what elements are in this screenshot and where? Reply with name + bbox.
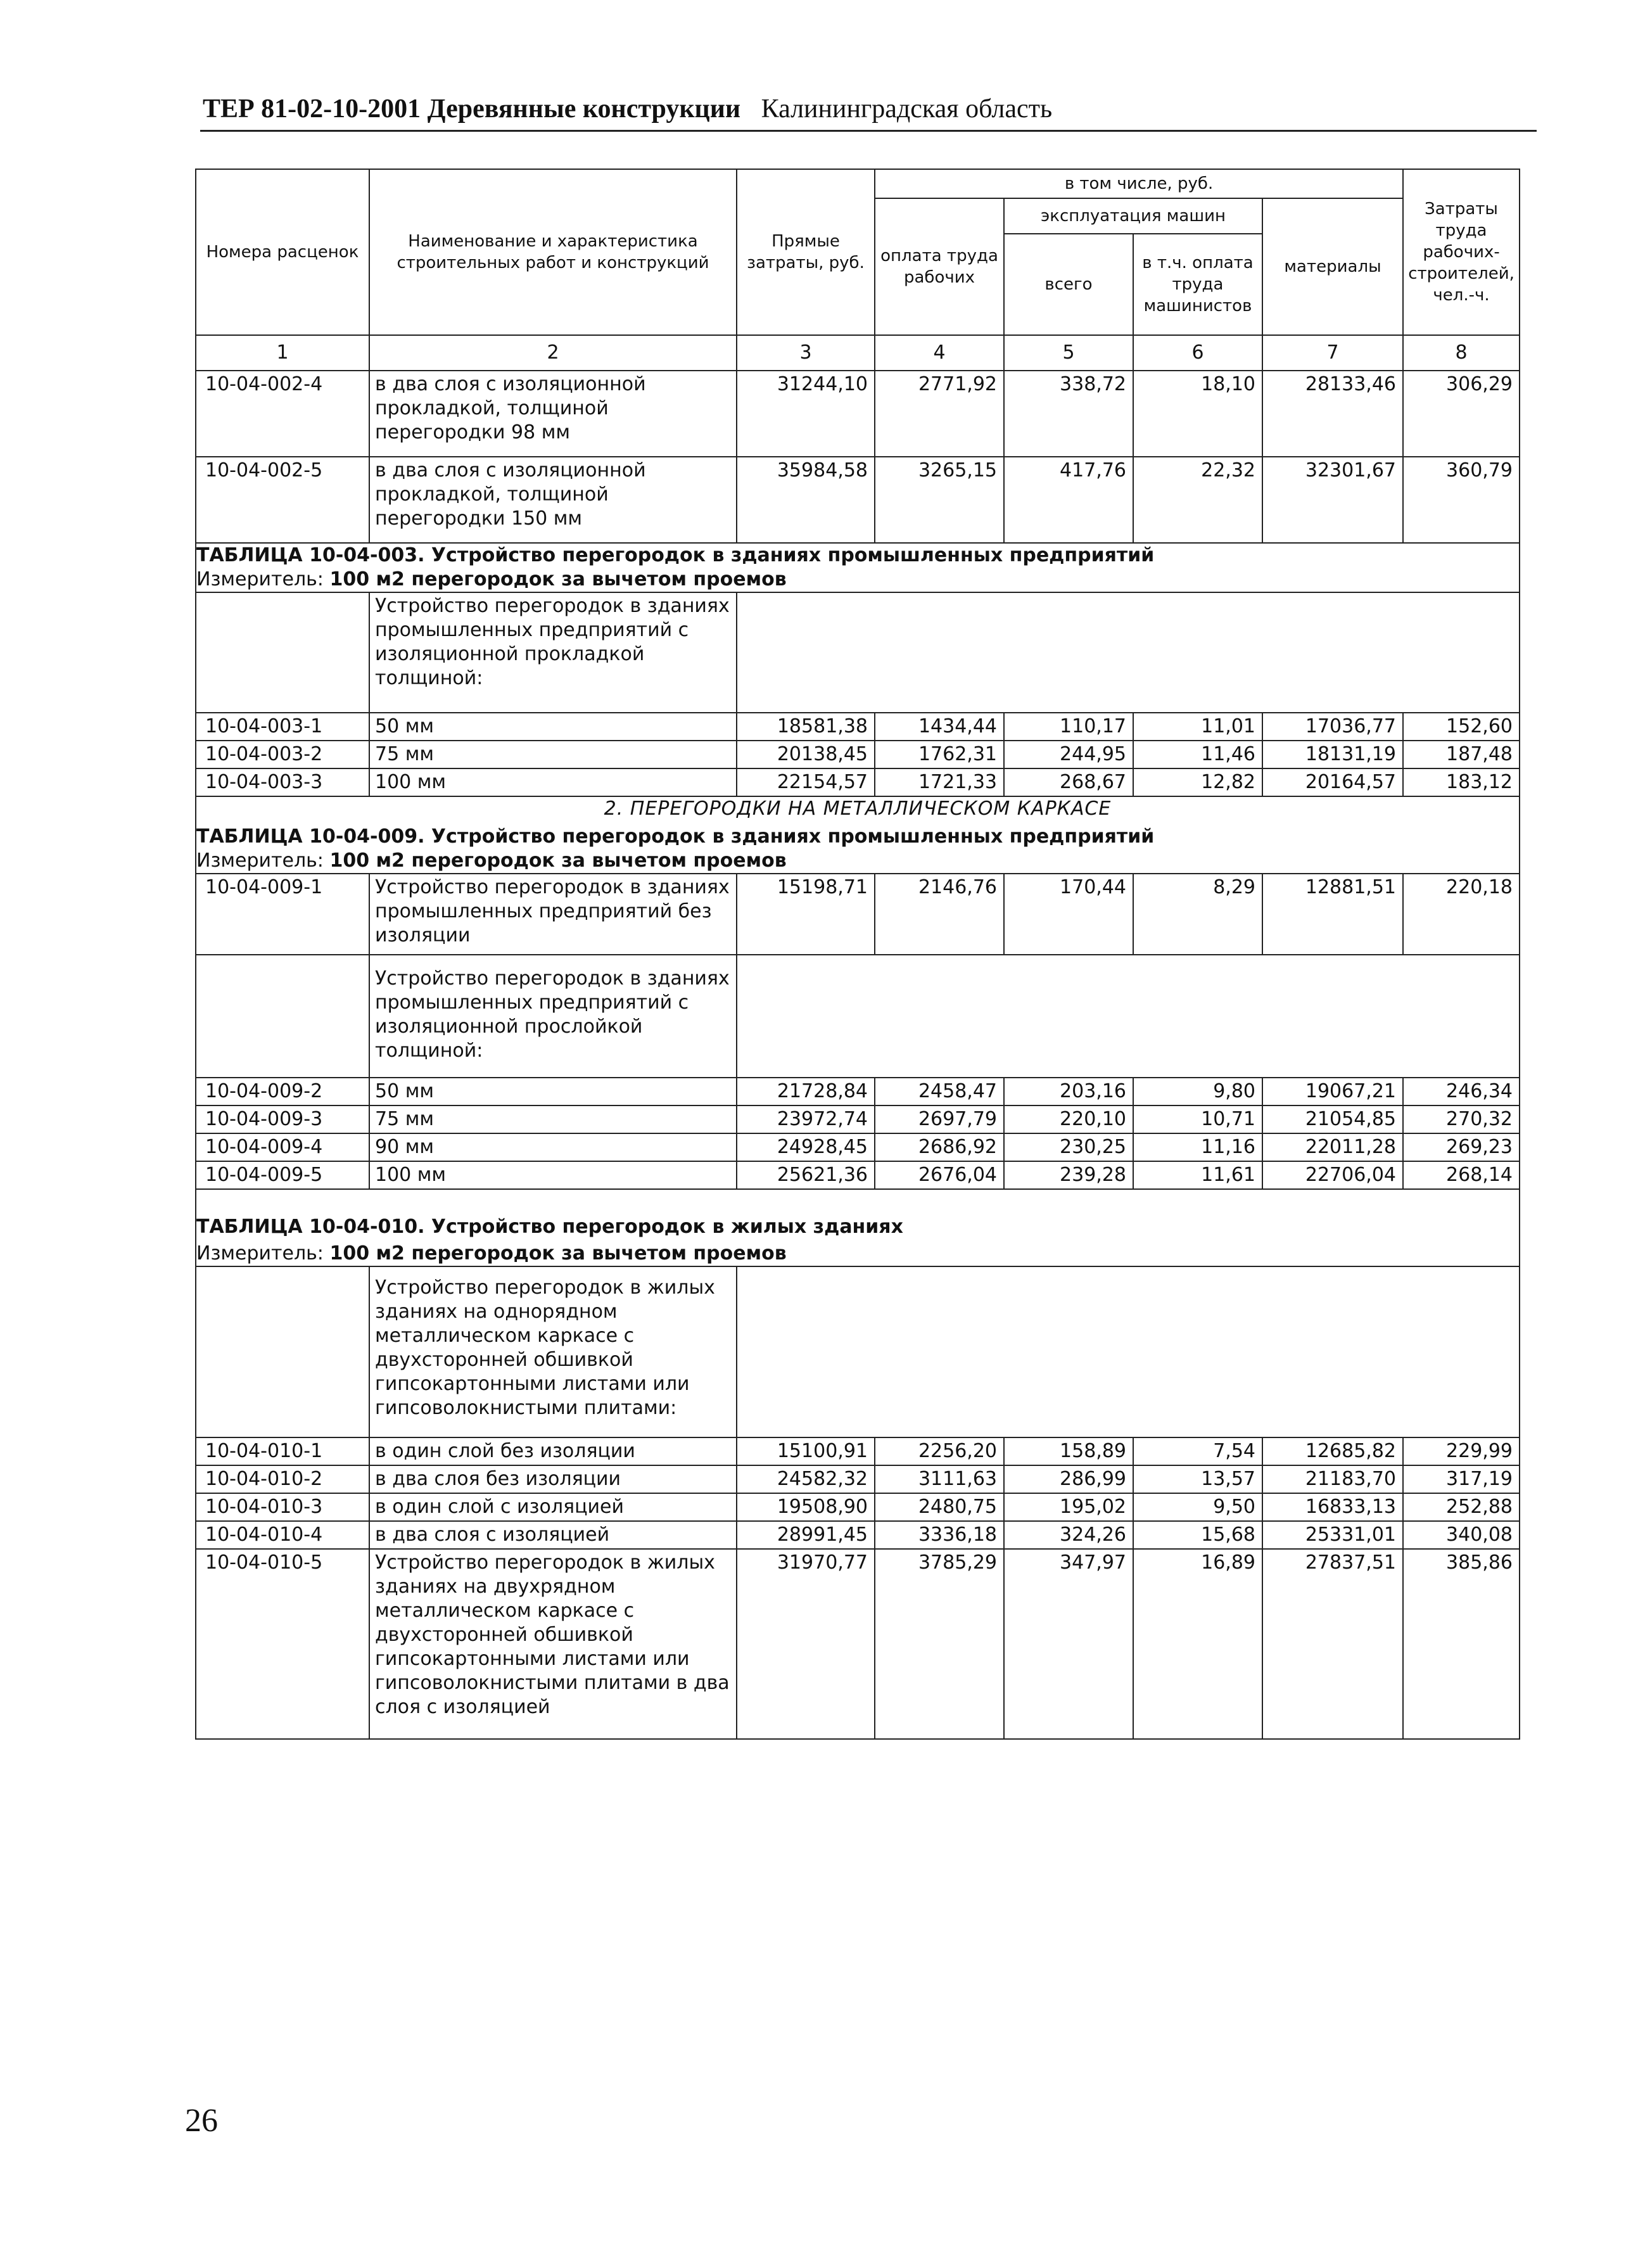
measure-row bbox=[196, 568, 1520, 592]
labor-hours: 229,99 bbox=[1403, 1437, 1520, 1465]
measure-row bbox=[196, 1239, 1520, 1266]
materials-cost: 12881,51 bbox=[1262, 874, 1403, 955]
labor-cost: 2697,79 bbox=[875, 1105, 1004, 1133]
labor-hours: 220,18 bbox=[1403, 874, 1520, 955]
machines-cost: 268,67 bbox=[1004, 768, 1133, 796]
labor-cost: 3336,18 bbox=[875, 1521, 1004, 1549]
table-row bbox=[196, 1465, 1520, 1493]
labor-hours: 183,12 bbox=[1403, 768, 1520, 796]
direct-cost: 24582,32 bbox=[737, 1465, 875, 1493]
labor-hours: 385,86 bbox=[1403, 1549, 1520, 1739]
rate-code: 10-04-002-4 bbox=[196, 371, 369, 457]
rate-name: 75 мм bbox=[369, 741, 737, 768]
col-number: 2 bbox=[369, 335, 737, 371]
machinist-cost: 11,46 bbox=[1133, 741, 1262, 768]
measure-label: Измеритель: bbox=[196, 1242, 324, 1265]
direct-cost: 35984,58 bbox=[737, 457, 875, 543]
materials-cost: 12685,82 bbox=[1262, 1437, 1403, 1465]
table-row bbox=[196, 371, 1520, 457]
col-number: 7 bbox=[1262, 335, 1403, 371]
machines-cost: 324,26 bbox=[1004, 1521, 1133, 1549]
table-row bbox=[196, 713, 1520, 741]
header-region: Калининградская область bbox=[761, 94, 1053, 124]
rate-code: 10-04-010-5 bbox=[196, 1549, 369, 1739]
machinist-cost: 11,16 bbox=[1133, 1133, 1262, 1161]
col-machinist-header: в т.ч. оплата труда машинистов bbox=[1133, 234, 1262, 335]
group-name: Устройство перегородок в жилых зданиях на однорядном металлическом каркасе с двухсторонней обшивкой гипсокартонными листами или гипсоволокнистыми плитами: bbox=[369, 1266, 737, 1437]
col-group-header: в том числе, руб. bbox=[875, 169, 1403, 198]
machinist-cost: 13,57 bbox=[1133, 1465, 1262, 1493]
labor-cost: 2458,47 bbox=[875, 1078, 1004, 1105]
rate-name: 100 мм bbox=[369, 768, 737, 796]
labor-hours: 187,48 bbox=[1403, 741, 1520, 768]
rate-code bbox=[196, 592, 369, 713]
machinist-cost: 8,29 bbox=[1133, 874, 1262, 955]
empty-cells bbox=[737, 955, 1520, 1078]
machinist-cost: 10,71 bbox=[1133, 1105, 1262, 1133]
rate-name: в один слой без изоляции bbox=[369, 1437, 737, 1465]
labor-cost: 3785,29 bbox=[875, 1549, 1004, 1739]
materials-cost: 19067,21 bbox=[1262, 1078, 1403, 1105]
section-row bbox=[196, 796, 1520, 821]
group-row bbox=[196, 592, 1520, 713]
labor-hours: 270,32 bbox=[1403, 1105, 1520, 1133]
materials-cost: 22706,04 bbox=[1262, 1161, 1403, 1189]
header-code: ТЕР 81-02-10-2001 bbox=[203, 94, 421, 124]
rates-table bbox=[195, 169, 1520, 1740]
labor-cost: 1434,44 bbox=[875, 713, 1004, 741]
empty-cells bbox=[737, 592, 1520, 713]
col-code-header: Номера расценок bbox=[196, 169, 369, 335]
table-row bbox=[196, 874, 1520, 955]
direct-cost: 22154,57 bbox=[737, 768, 875, 796]
materials-cost: 18131,19 bbox=[1262, 741, 1403, 768]
measure-010 bbox=[196, 1239, 1520, 1266]
measure-row bbox=[196, 849, 1520, 874]
col-labor-header: оплата труда рабочих bbox=[875, 198, 1004, 335]
col-direct-header: Прямые затраты, руб. bbox=[737, 169, 875, 335]
labor-hours: 306,29 bbox=[1403, 371, 1520, 457]
rate-name: в два слоя с изоляционной прокладкой, толщиной перегородки 150 мм bbox=[369, 457, 737, 543]
col-number: 5 bbox=[1004, 335, 1133, 371]
direct-cost: 19508,90 bbox=[737, 1493, 875, 1521]
table-row bbox=[196, 457, 1520, 543]
rate-name: 50 мм bbox=[369, 1078, 737, 1105]
direct-cost: 25621,36 bbox=[737, 1161, 875, 1189]
rate-code: 10-04-002-5 bbox=[196, 457, 369, 543]
measure-value: 100 м2 перегородок за вычетом проемов bbox=[329, 1242, 787, 1265]
col-number: 3 bbox=[737, 335, 875, 371]
rate-code: 10-04-009-3 bbox=[196, 1105, 369, 1133]
rate-name: в один слой с изоляцией bbox=[369, 1493, 737, 1521]
machinist-cost: 16,89 bbox=[1133, 1549, 1262, 1739]
materials-cost: 21183,70 bbox=[1262, 1465, 1403, 1493]
materials-cost: 32301,67 bbox=[1262, 457, 1403, 543]
rate-name: 75 мм bbox=[369, 1105, 737, 1133]
col-number: 6 bbox=[1133, 335, 1262, 371]
table-title-009: ТАБЛИЦА 10-04-009. Устройство перегородок в зданиях промышленных предприятий bbox=[196, 821, 1520, 849]
table-row bbox=[196, 1437, 1520, 1465]
header-rule bbox=[200, 130, 1537, 132]
labor-hours: 340,08 bbox=[1403, 1521, 1520, 1549]
col-number: 8 bbox=[1403, 335, 1520, 371]
table-title-010: ТАБЛИЦА 10-04-010. Устройство перегородок в жилых зданиях bbox=[196, 1189, 1520, 1239]
table-row bbox=[196, 741, 1520, 768]
measure-003 bbox=[196, 568, 1520, 592]
labor-cost: 2256,20 bbox=[875, 1437, 1004, 1465]
labor-hours: 246,34 bbox=[1403, 1078, 1520, 1105]
labor-hours: 360,79 bbox=[1403, 457, 1520, 543]
table-row bbox=[196, 1078, 1520, 1105]
labor-hours: 252,88 bbox=[1403, 1493, 1520, 1521]
direct-cost: 23972,74 bbox=[737, 1105, 875, 1133]
machines-cost: 347,97 bbox=[1004, 1549, 1133, 1739]
col-name-header: Наименование и характеристика строительных работ и конструкций bbox=[369, 169, 737, 335]
rate-name: в два слоя с изоляционной прокладкой, толщиной перегородки 98 мм bbox=[369, 371, 737, 457]
rate-code: 10-04-010-3 bbox=[196, 1493, 369, 1521]
machines-cost: 417,76 bbox=[1004, 457, 1133, 543]
group-row bbox=[196, 1266, 1520, 1437]
rate-name: в два слоя с изоляцией bbox=[369, 1521, 737, 1549]
group-name: Устройство перегородок в зданиях промышленных предприятий с изоляционной прокладкой толщиной: bbox=[369, 592, 737, 713]
materials-cost: 16833,13 bbox=[1262, 1493, 1403, 1521]
materials-cost: 17036,77 bbox=[1262, 713, 1403, 741]
machines-cost: 338,72 bbox=[1004, 371, 1133, 457]
machinist-cost: 12,82 bbox=[1133, 768, 1262, 796]
direct-cost: 28991,45 bbox=[737, 1521, 875, 1549]
direct-cost: 31244,10 bbox=[737, 371, 875, 457]
machines-cost: 220,10 bbox=[1004, 1105, 1133, 1133]
table-title-003: ТАБЛИЦА 10-04-003. Устройство перегородок в зданиях промышленных предприятий bbox=[196, 543, 1520, 568]
labor-cost: 1762,31 bbox=[875, 741, 1004, 768]
labor-cost: 1721,33 bbox=[875, 768, 1004, 796]
rate-name: Устройство перегородок в жилых зданиях на двухрядном металлическом каркасе с двухсторонней обшивкой гипсокартонными листами или гипсоволокнистыми плитами в два слоя с изоляцией bbox=[369, 1549, 737, 1739]
direct-cost: 20138,45 bbox=[737, 741, 875, 768]
machinist-cost: 9,50 bbox=[1133, 1493, 1262, 1521]
table-title-row bbox=[196, 1189, 1520, 1239]
labor-cost: 2146,76 bbox=[875, 874, 1004, 955]
direct-cost: 31970,77 bbox=[737, 1549, 875, 1739]
direct-cost: 21728,84 bbox=[737, 1078, 875, 1105]
labor-cost: 2676,04 bbox=[875, 1161, 1004, 1189]
rate-code: 10-04-003-3 bbox=[196, 768, 369, 796]
table-row bbox=[196, 1105, 1520, 1133]
rate-name: Устройство перегородок в зданиях промышленных предприятий без изоляции bbox=[369, 874, 737, 955]
rate-code: 10-04-009-4 bbox=[196, 1133, 369, 1161]
page-number: 26 bbox=[185, 2103, 218, 2139]
running-header bbox=[203, 94, 1533, 124]
labor-cost: 2771,92 bbox=[875, 371, 1004, 457]
measure-label: Измеритель: bbox=[196, 850, 324, 872]
rate-code: 10-04-009-1 bbox=[196, 874, 369, 955]
rate-code: 10-04-003-2 bbox=[196, 741, 369, 768]
materials-cost: 21054,85 bbox=[1262, 1105, 1403, 1133]
labor-hours: 317,19 bbox=[1403, 1465, 1520, 1493]
machines-cost: 286,99 bbox=[1004, 1465, 1133, 1493]
labor-cost: 2480,75 bbox=[875, 1493, 1004, 1521]
measure-label: Измеритель: bbox=[196, 568, 324, 590]
rate-code: 10-04-009-5 bbox=[196, 1161, 369, 1189]
table-row bbox=[196, 768, 1520, 796]
labor-cost: 3265,15 bbox=[875, 457, 1004, 543]
col-number: 1 bbox=[196, 335, 369, 371]
materials-cost: 27837,51 bbox=[1262, 1549, 1403, 1739]
rate-code bbox=[196, 1266, 369, 1437]
group-row bbox=[196, 955, 1520, 1078]
table-title-row bbox=[196, 821, 1520, 849]
col-materials-header: материалы bbox=[1262, 198, 1403, 335]
rate-code: 10-04-009-2 bbox=[196, 1078, 369, 1105]
machinist-cost: 9,80 bbox=[1133, 1078, 1262, 1105]
table-row bbox=[196, 1549, 1520, 1739]
machinist-cost: 22,32 bbox=[1133, 457, 1262, 543]
section-title: 2. ПЕРЕГОРОДКИ НА МЕТАЛЛИЧЕСКОМ КАРКАСЕ bbox=[196, 796, 1520, 821]
table-row bbox=[196, 1161, 1520, 1189]
col-machines-header: эксплуатация машин bbox=[1004, 198, 1262, 234]
table-row bbox=[196, 1133, 1520, 1161]
rate-code: 10-04-010-4 bbox=[196, 1521, 369, 1549]
machines-cost: 158,89 bbox=[1004, 1437, 1133, 1465]
rate-name: 50 мм bbox=[369, 713, 737, 741]
machinist-cost: 7,54 bbox=[1133, 1437, 1262, 1465]
measure-009 bbox=[196, 849, 1520, 874]
machines-cost: 239,28 bbox=[1004, 1161, 1133, 1189]
table-title-row bbox=[196, 543, 1520, 568]
machinist-cost: 18,10 bbox=[1133, 371, 1262, 457]
labor-hours: 152,60 bbox=[1403, 713, 1520, 741]
col-hours-header: Затраты труда рабочих-строителей, чел.-ч. bbox=[1403, 169, 1520, 335]
machinist-cost: 15,68 bbox=[1133, 1521, 1262, 1549]
materials-cost: 22011,28 bbox=[1262, 1133, 1403, 1161]
machines-cost: 230,25 bbox=[1004, 1133, 1133, 1161]
materials-cost: 25331,01 bbox=[1262, 1521, 1403, 1549]
col-number: 4 bbox=[875, 335, 1004, 371]
machines-cost: 203,16 bbox=[1004, 1078, 1133, 1105]
labor-cost: 3111,63 bbox=[875, 1465, 1004, 1493]
direct-cost: 18581,38 bbox=[737, 713, 875, 741]
labor-hours: 268,14 bbox=[1403, 1161, 1520, 1189]
column-numbers-row bbox=[196, 335, 1520, 371]
machines-cost: 170,44 bbox=[1004, 874, 1133, 955]
machinist-cost: 11,61 bbox=[1133, 1161, 1262, 1189]
labor-hours: 269,23 bbox=[1403, 1133, 1520, 1161]
materials-cost: 20164,57 bbox=[1262, 768, 1403, 796]
rate-name: 90 мм bbox=[369, 1133, 737, 1161]
group-name: Устройство перегородок в зданиях промышленных предприятий с изоляционной прослойкой толщиной: bbox=[369, 955, 737, 1078]
rate-code: 10-04-010-1 bbox=[196, 1437, 369, 1465]
machines-cost: 195,02 bbox=[1004, 1493, 1133, 1521]
rate-code: 10-04-010-2 bbox=[196, 1465, 369, 1493]
table-row bbox=[196, 1521, 1520, 1549]
direct-cost: 15198,71 bbox=[737, 874, 875, 955]
machines-cost: 110,17 bbox=[1004, 713, 1133, 741]
empty-cells bbox=[737, 1266, 1520, 1437]
measure-value: 100 м2 перегородок за вычетом проемов bbox=[329, 850, 787, 872]
rate-name: 100 мм bbox=[369, 1161, 737, 1189]
direct-cost: 24928,45 bbox=[737, 1133, 875, 1161]
measure-value: 100 м2 перегородок за вычетом проемов bbox=[329, 568, 787, 590]
machines-cost: 244,95 bbox=[1004, 741, 1133, 768]
machinist-cost: 11,01 bbox=[1133, 713, 1262, 741]
col-machines-total-header: всего bbox=[1004, 234, 1133, 335]
rate-code: 10-04-003-1 bbox=[196, 713, 369, 741]
table-row bbox=[196, 1493, 1520, 1521]
rate-code bbox=[196, 955, 369, 1078]
materials-cost: 28133,46 bbox=[1262, 371, 1403, 457]
labor-cost: 2686,92 bbox=[875, 1133, 1004, 1161]
header-title: Деревянные конструкции bbox=[427, 94, 741, 124]
direct-cost: 15100,91 bbox=[737, 1437, 875, 1465]
rate-name: в два слоя без изоляции bbox=[369, 1465, 737, 1493]
